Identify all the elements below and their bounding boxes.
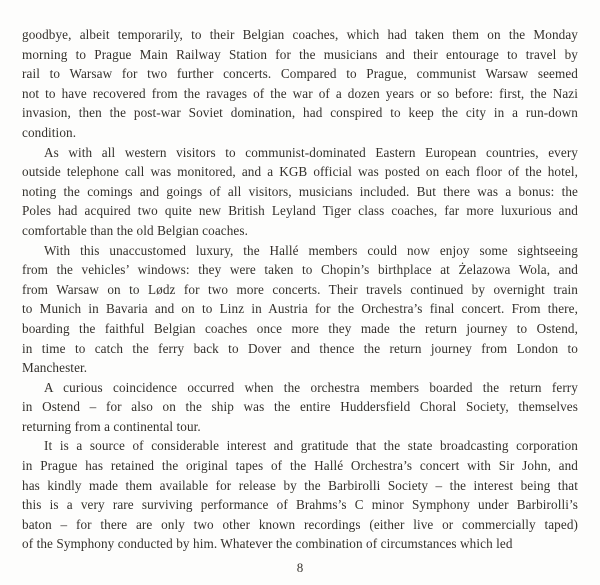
paragraph — [22, 143, 578, 241]
text-line: from the vehicles’ windows: they were taken to Chopin’s birthplace at Żelazowa Wola, and — [22, 262, 578, 278]
paragraph — [22, 436, 578, 554]
text-line: As with all western visitors to communist-dominated Eastern European countries, every — [44, 144, 578, 160]
text-line: noting the comings and goings of all visitors, musicians included. But there was a bonus: the — [22, 183, 578, 199]
text-line: of the Symphony conducted by him. Whatever the combination of circumstances which led — [22, 536, 513, 552]
text-line: in Ostend – for also on the ship was the entire Huddersfield Choral Society, themselves — [22, 399, 578, 415]
text-line: goodbye, albeit temporarily, to their Belgian coaches, which had taken them on the Monday — [22, 27, 578, 42]
text-line: It is a source of considerable interest and gratitude that the state broadcasting corporation — [44, 438, 578, 454]
text-line: rail to Warsaw for two further concerts. Compared to Prague, communist Warsaw seemed — [22, 66, 578, 82]
text-line: boarding the faithful Belgian coaches once more they made the return journey to Ostend, — [22, 320, 578, 336]
text-line: in time to catch the ferry back to Dover and thence the return journey from London to — [22, 340, 578, 356]
paragraph — [22, 378, 578, 437]
paragraph — [22, 25, 578, 143]
page-number: 8 — [296, 560, 304, 576]
text-line: condition. — [22, 124, 77, 140]
text-line: Poles had acquired two quite new British Leyland Tiger class coaches, far more luxurious and — [22, 203, 578, 219]
text-line: outside telephone call was monitored, and a KGB official was posted on each floor of the hotel, — [22, 164, 578, 180]
text-line: baton – for there are only two other known recordings (either live or commercially taped) — [22, 516, 578, 532]
text-line: With this unaccustomed luxury, the Hallé members could now enjoy some sightseeing — [44, 242, 578, 258]
text-line: has kindly made them available for release by the Barbirolli Society – the interest being that — [22, 477, 578, 493]
text-line: this is a very rare surviving performance of Brahms’s C minor Symphony under Barbirolli’s — [22, 497, 578, 513]
text-line: not to have recovered from the ravages of the war of a dozen years or so before: first, the Nazi — [22, 85, 578, 101]
text-line: returning from a continental tour. — [22, 418, 201, 434]
text-line: morning to Prague Main Railway Station for the musicians and their entourage to travel by — [22, 46, 578, 62]
text-line: invasion, then the post-war Soviet domination, had conspired to keep the city in a run-down — [22, 105, 578, 121]
text-line: Manchester. — [22, 360, 88, 376]
paragraph — [22, 241, 578, 378]
text-line: A curious coincidence occurred when the orchestra members boarded the return ferry — [44, 379, 578, 395]
text-line: to Munich in Bavaria and on to Linz in Austria for the Orchestra’s final concert. From there, — [22, 301, 578, 317]
text-line: from Warsaw on to Lødz for two more concerts. Their travels continued by overnight train — [22, 281, 578, 297]
text-line: in Prague has retained the original tapes of the Hallé Orchestra’s concert with Sir John, and — [22, 458, 578, 474]
text-line: comfortable than the old Belgian coaches. — [22, 222, 249, 238]
